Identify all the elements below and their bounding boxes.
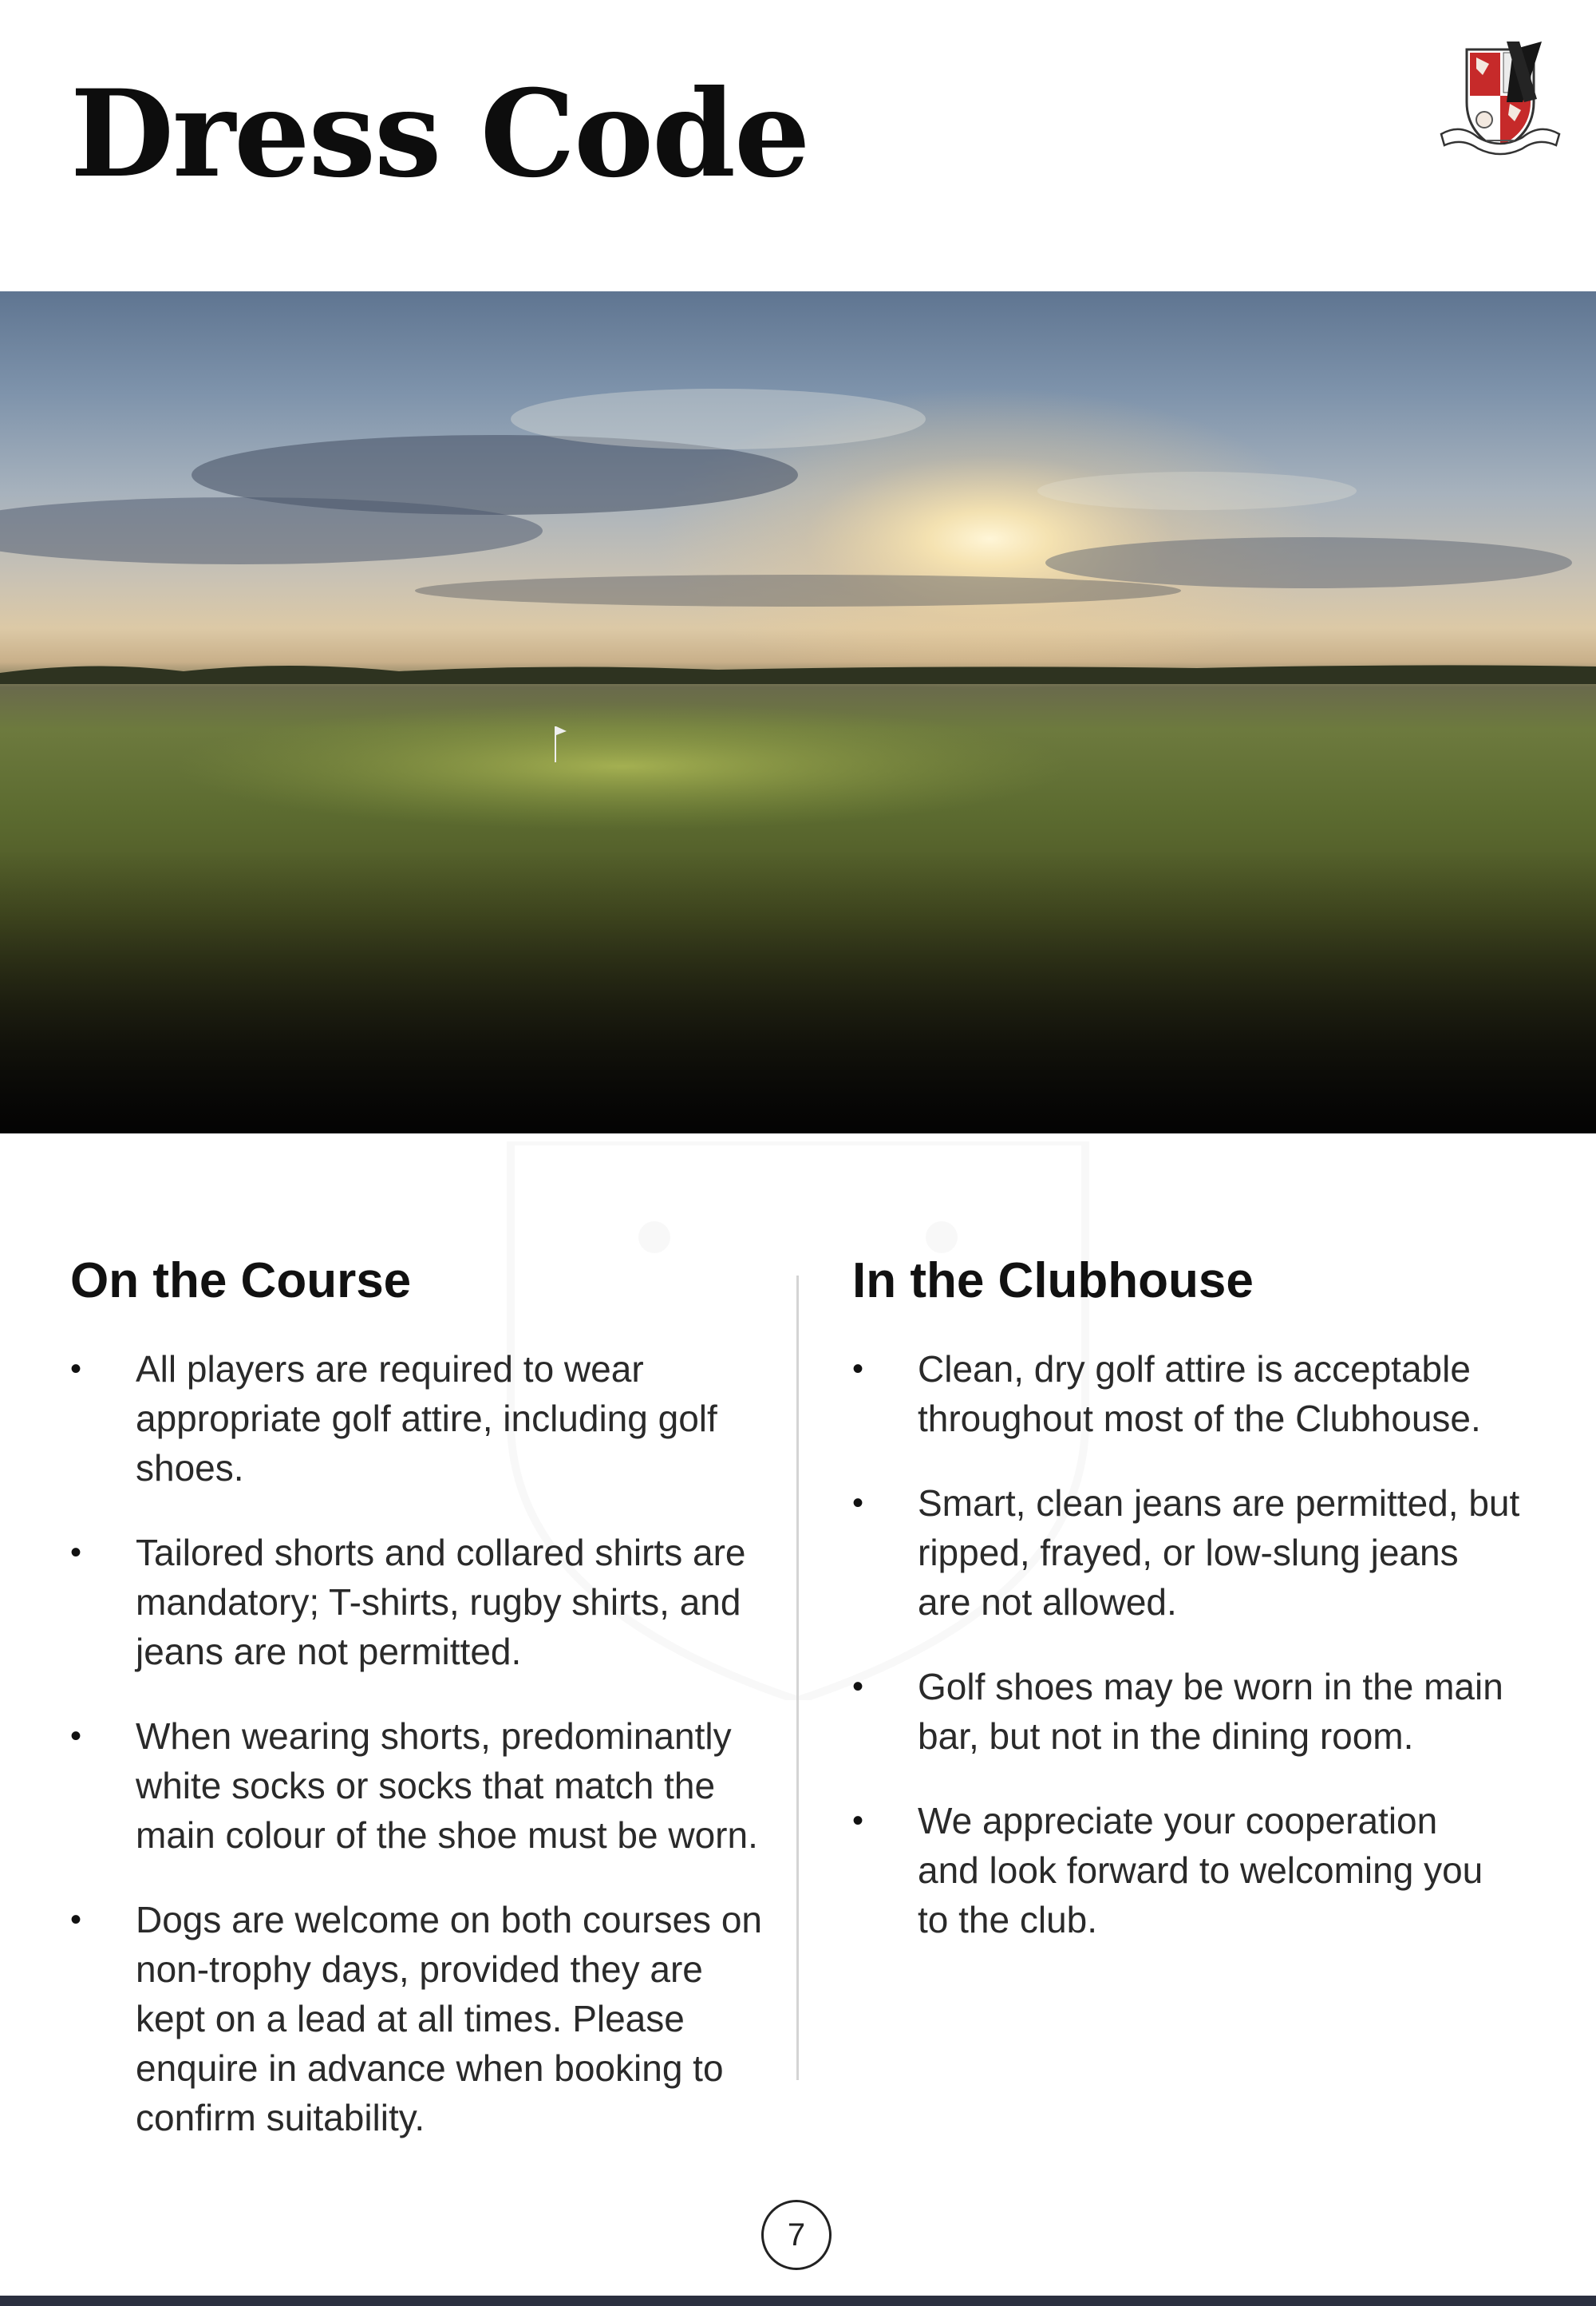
bullet-icon: • (852, 1351, 864, 1386)
list-item-line: confirm suitability. (136, 2097, 425, 2138)
list-item-line: Clean, dry golf attire is acceptable (918, 1348, 1471, 1390)
in-the-clubhouse-section (852, 1245, 1531, 1980)
list-item (70, 1528, 772, 1676)
list-item (852, 1344, 1531, 1443)
on-the-course-section (70, 1245, 772, 2177)
list-item-line: kept on a lead at all times. Please (136, 1998, 685, 2039)
list-item (70, 1344, 772, 1493)
list-item-line: Dogs are welcome on both courses on (136, 1899, 762, 1940)
bullet-icon: • (852, 1485, 864, 1521)
list-item-line: When wearing shorts, predominantly (136, 1715, 732, 1757)
list-item-line: All players are required to wear (136, 1348, 644, 1390)
in-the-clubhouse-list (852, 1344, 1531, 1944)
on-the-course-heading: On the Course (70, 1253, 412, 1308)
list-item-line: Golf shoes may be worn in the main (918, 1666, 1503, 1707)
club-crest-logo (1436, 40, 1564, 160)
bullet-icon: • (70, 1719, 82, 1754)
list-item-line: shoes. (136, 1447, 244, 1489)
list-item-line: are not allowed. (918, 1581, 1177, 1623)
footer-bar (0, 2296, 1596, 2306)
list-item (852, 1478, 1531, 1627)
list-item-line: appropriate golf attire, including golf (136, 1398, 717, 1439)
list-item-line: mandatory; T-shirts, rugby shirts, and (136, 1581, 741, 1623)
column-divider (796, 1276, 799, 2080)
list-item (852, 1796, 1531, 1944)
list-item-line: throughout most of the Clubhouse. (918, 1398, 1481, 1439)
list-item-line: jeans are not permitted. (136, 1631, 522, 1672)
list-item-line: white socks or socks that match the (136, 1765, 716, 1806)
list-item-line: Smart, clean jeans are permitted, but (918, 1482, 1520, 1524)
page-number: 7 (787, 2217, 806, 2253)
golf-course-sunset-image (0, 291, 1596, 1133)
list-item-line: Tailored shorts and collared shirts are (136, 1532, 746, 1573)
list-item-line: enquire in advance when booking to (136, 2047, 724, 2089)
on-the-course-list (70, 1344, 772, 2142)
bullet-icon: • (70, 1535, 82, 1570)
list-item-line: ripped, frayed, or low-slung jeans (918, 1532, 1459, 1573)
list-item-line: We appreciate your cooperation (918, 1800, 1438, 1841)
list-item-line: non-trophy days, provided they are (136, 1948, 703, 1990)
list-item (70, 1711, 772, 1860)
list-item (852, 1662, 1531, 1761)
hero-photo (0, 291, 1596, 1133)
list-item-line: and look forward to welcoming you (918, 1849, 1483, 1891)
page-title: Dress Code (70, 64, 809, 204)
list-item-line: main colour of the shoe must be worn. (136, 1814, 758, 1856)
bullet-icon: • (852, 1803, 864, 1838)
in-the-clubhouse-heading: In the Clubhouse (852, 1253, 1254, 1308)
bullet-icon: • (70, 1351, 82, 1386)
list-item-line: to the club. (918, 1899, 1098, 1940)
page-number-badge (761, 2200, 832, 2270)
bullet-icon: • (852, 1669, 864, 1704)
list-item (70, 1895, 772, 2142)
list-item-line: bar, but not in the dining room. (918, 1715, 1414, 1757)
bullet-icon: • (70, 1902, 82, 1937)
